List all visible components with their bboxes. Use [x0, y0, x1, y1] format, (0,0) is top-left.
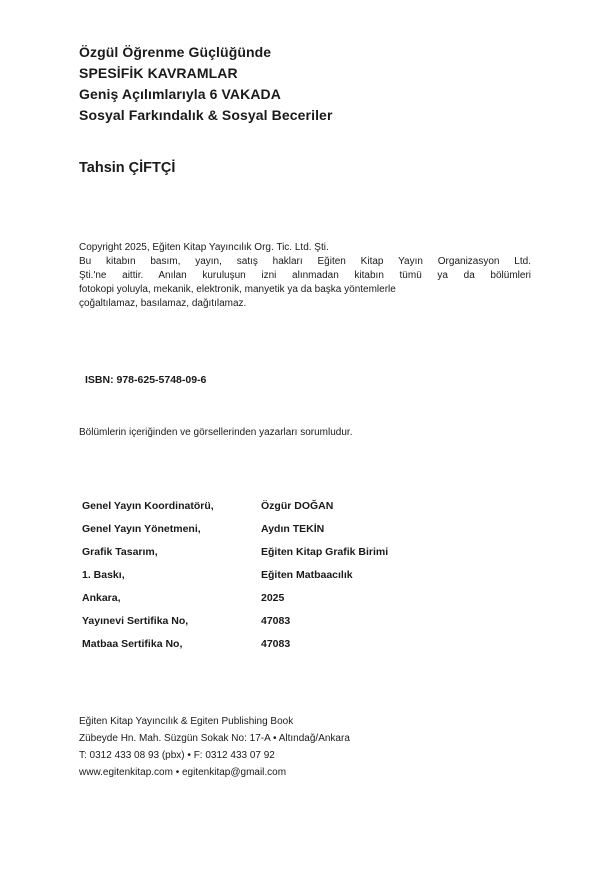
title-line: SPESİFİK KAVRAMLAR: [79, 65, 238, 81]
isbn: ISBN: 978-625-5748-09-6: [85, 374, 207, 386]
credit-value: 47083: [261, 638, 291, 650]
credit-value: Aydın TEKİN: [261, 523, 325, 535]
credit-label: Ankara,: [82, 592, 121, 604]
title-line: Geniş Açılımlarıyla 6 VAKADA: [79, 86, 281, 102]
credit-label: Genel Yayın Yönetmeni,: [82, 523, 201, 535]
copyright-notice: [79, 241, 531, 311]
publisher-address: Zübeyde Hn. Mah. Süzgün Sokak No: 17-A • Altındağ/Ankara: [79, 733, 350, 744]
publisher-name: Eğiten Kitap Yayıncılık & Egiten Publishing Book: [79, 716, 294, 727]
responsibility-note: Bölümlerin içeriğinden ve görsellerinden yazarları sorumludur.: [79, 427, 353, 438]
credit-label: Genel Yayın Koordinatörü,: [82, 500, 214, 512]
copyright-line: fotokopi yoluyla, mekanik, elektronik, manyetik ya da başka yöntemlerle: [79, 284, 396, 295]
credit-value: Eğiten Kitap Grafik Birimi: [261, 546, 389, 558]
credit-value: 47083: [261, 615, 291, 627]
copyright-line: Bu kitabın basım, yayın, satış hakları Eğiten Kitap Yayın Organizasyon Ltd.: [79, 256, 531, 267]
copyright-line: Şti.'ne aittir. Anılan kuruluşun izni alınmadan kitabın tümü ya da bölümleri: [79, 270, 531, 281]
copyright-line: Copyright 2025, Eğiten Kitap Yayıncılık Org. Tic. Ltd. Şti.: [79, 242, 329, 253]
credit-value: Özgür DOĞAN: [261, 500, 334, 512]
credit-label: Yayınevi Sertifika No,: [82, 615, 189, 627]
publisher-phone: T: 0312 433 08 93 (pbx) • F: 0312 433 07 92: [79, 750, 275, 761]
credit-label: 1. Baskı,: [82, 569, 125, 581]
credit-label: Grafik Tasarım,: [82, 546, 158, 558]
credit-value: 2025: [261, 592, 285, 604]
book-title-block: [79, 42, 333, 126]
credit-label: Matbaa Sertifika No,: [82, 638, 183, 650]
title-line: Sosyal Farkındalık & Sosyal Beceriler: [79, 107, 333, 123]
copyright-line: çoğaltılamaz, basılamaz, dağıtılamaz.: [79, 298, 247, 309]
credit-value: Eğiten Matbaacılık: [261, 569, 353, 581]
title-line: Özgül Öğrenme Güçlüğünde: [79, 44, 272, 60]
publisher-web: www.egitenkitap.com • egitenkitap@gmail.com: [79, 767, 287, 778]
publisher-info: [79, 713, 350, 781]
author-name: Tahsin ÇİFTÇİ: [79, 160, 176, 176]
